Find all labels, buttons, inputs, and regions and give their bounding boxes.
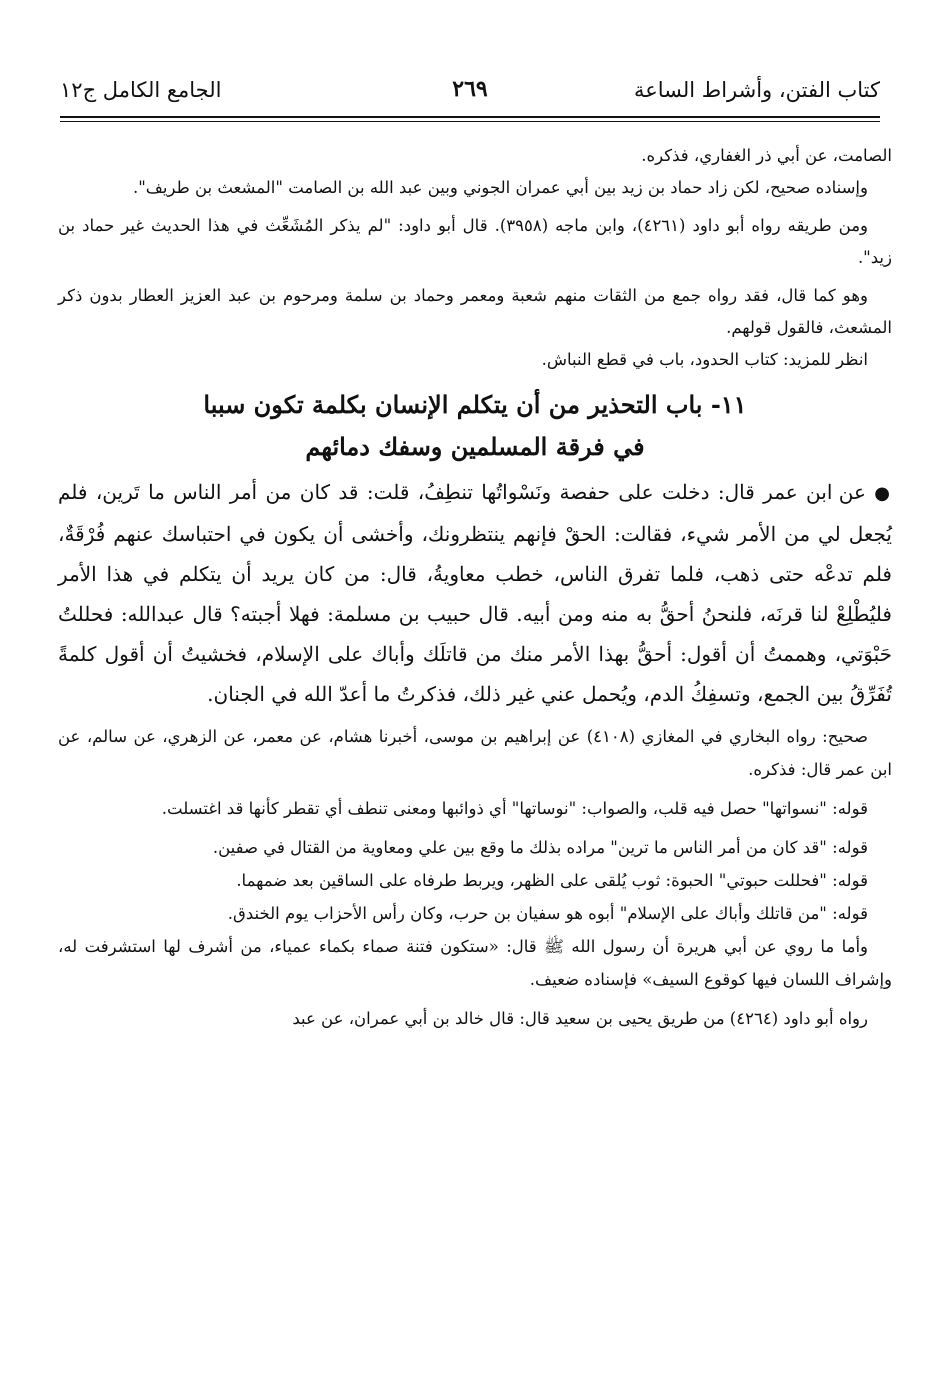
note-paragraph: وإسناده صحيح، لكن زاد حماد بن زيد بين أبي عمران الجوني وبين عبد الله بن الصامت "المشعث بن طريف". bbox=[132, 178, 868, 197]
hadith-paragraph bbox=[58, 472, 892, 714]
commentary-paragraph: قوله: "من قاتلك وأباك على الإسلام" أبوه هو سفيان بن حرب، وكان رأس الأحزاب يوم الخندق. bbox=[227, 904, 868, 923]
commentary-paragraph: قوله: "نسواتها" حصل فيه قلب، والصواب: "نوساتها" أي ذوائبها ومعنى تنطف أي تقطر كأنها قد اغتسلت. bbox=[161, 799, 868, 818]
page-number: ٢٦٩ bbox=[452, 76, 488, 102]
header-rule-thin bbox=[60, 121, 880, 122]
commentary-paragraph: قوله: "قد كان من أمر الناس ما ترين" مراده بذلك ما وقع بين علي ومعاوية من القتال في صفين. bbox=[212, 838, 868, 857]
chapter-title-line-1: ١١- باب التحذير من أن يتكلم الإنسان بكلمة تكون سببا bbox=[203, 390, 747, 419]
note-paragraph: وهو كما قال، فقد رواه جمع من الثقات منهم شعبة ومعمر وحماد بن سلمة ومرحوم بن عبد العزيز العطار بدون ذكر المشعث، فالقول قولهم. bbox=[58, 286, 892, 337]
header-book-section: كتاب الفتن، وأشراط الساعة bbox=[633, 78, 880, 102]
bullet-icon: ● bbox=[874, 483, 893, 504]
commentary-paragraph: رواه أبو داود (٤٢٦٤) من طريق يحيى بن سعيد قال: قال خالد بن أبي عمران، عن عبد bbox=[292, 1009, 868, 1028]
running-header bbox=[60, 72, 880, 112]
note-paragraph: ومن طريقه رواه أبو داود (٤٢٦١)، وابن ماجه (٣٩٥٨). قال أبو داود: "لم يذكر المُشَعِّث في هذا الحديث غير حماد بن زيد". bbox=[58, 216, 892, 267]
header-book-title: الجامع الكامل ج١٢ bbox=[60, 78, 222, 102]
header-rule-thick bbox=[60, 116, 880, 118]
note-paragraph: الصامت، عن أبي ذر الغفاري، فذكره. bbox=[641, 146, 892, 165]
hadith-text: عن ابن عمر قال: دخلت على حفصة ونَسْواتُها تنطِفُ، قلت: قد كان من أمر الناس ما تَرين، فلم يُجعل لي من الأمر شيء، فقالت: الحقْ فإنهم ينتظرونك، وأخشى أن يكون في احتباسك عنهم فُرْقَةٌ، فلم تدعْه حتى ذهب، فلما تفرق الناس، خطب معاويةُ، قال: من كان يريد أن يتكلم في هذا الأمر فليُطْلِعْ لنا قرنَه، فلنحنُ أحقُّ به منه ومن أبيه. قال حبيب بن مسلمة: فهلا أجبته؟ قال عبدالله: فحللتُ حَبْوَتي، وهممتُ أن أقول: أحقُّ بهذا الأمر منك من قاتلَك وأباك على الإسلام، فخشيتُ أن أقول كلمةً تُفَرِّقُ بين الجمع، وتسفِكُ الدم، ويُحمل عني غير ذلك، فذكرتُ ما أعدّ الله في الجنان. bbox=[58, 480, 892, 706]
commentary-paragraph: وأما ما روي عن أبي هريرة أن رسول الله ﷺ قال: «ستكون فتنة صماء بكماء عمياء، من أشرف لها استشرفت له، وإشراف اللسان فيها كوقوع السيف» فإسناده ضعيف. bbox=[58, 937, 892, 989]
page-body bbox=[58, 140, 892, 1035]
commentary-block bbox=[58, 714, 892, 1035]
commentary-paragraph: قوله: "فحللت حبوتي" الحبوة: ثوب يُلقى على الظهر، ويربط طرفاه على الساقين بعد ضمهما. bbox=[236, 871, 868, 890]
note-paragraph: انظر للمزيد: كتاب الحدود، باب في قطع النباش. bbox=[541, 350, 868, 369]
previous-section-notes bbox=[58, 140, 892, 376]
chapter-title-line-2: في فرقة المسلمين وسفك دمائهم bbox=[305, 432, 645, 461]
hadith-text-block bbox=[58, 472, 892, 714]
commentary-paragraph: صحيح: رواه البخاري في المغازي (٤١٠٨) عن إبراهيم بن موسى، أخبرنا هشام، عن معمر، عن الزهري، عن سالم، عن ابن عمر قال: فذكره. bbox=[58, 727, 892, 779]
chapter-title bbox=[58, 384, 892, 468]
